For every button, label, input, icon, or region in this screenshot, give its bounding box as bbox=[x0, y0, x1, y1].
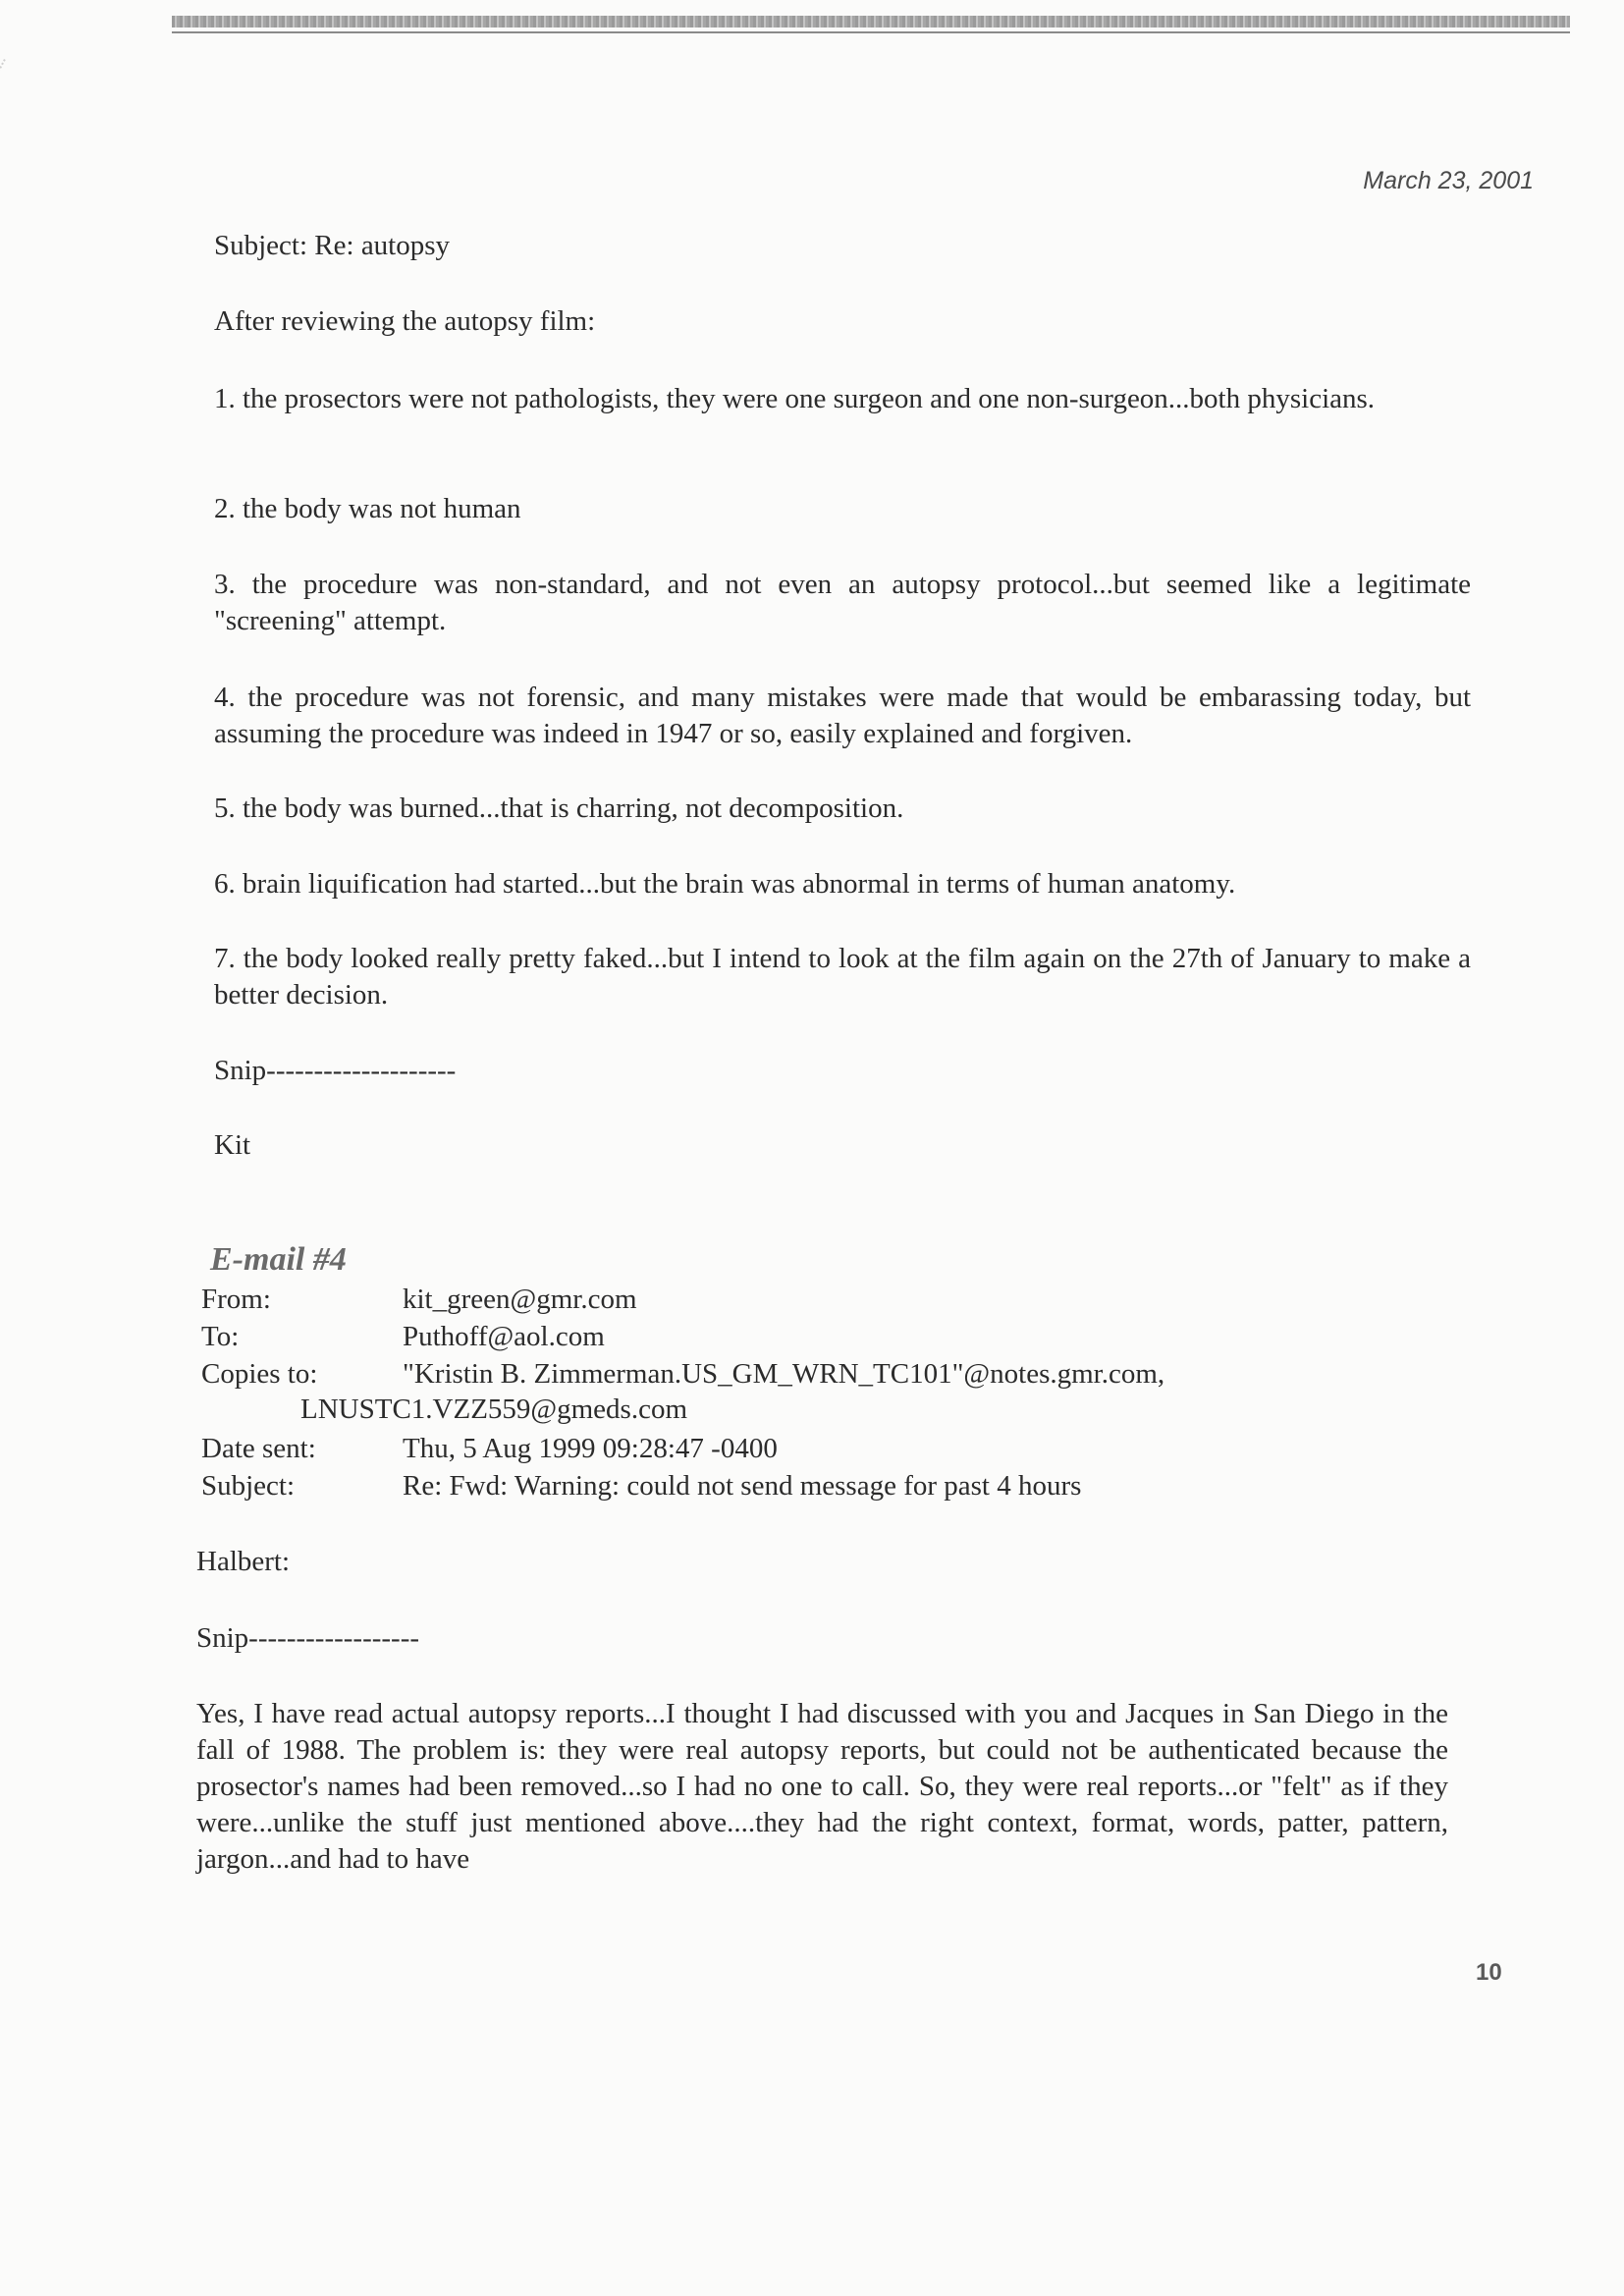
body-paragraph: Yes, I have read actual autopsy reports...I thought I had discussed with you and Jacques in San Diego in the fall of 1988. The problem is: they were real autopsy reports, but could not be authenticated because the prosector's names had been removed...so I had no one to call. So, they were real reports...or "felt" as if they were...unlike the stuff just mentioned above....they had the right context, format, words, patter, pattern, jargon...and had to have bbox=[196, 1698, 1448, 1875]
from-label: From: bbox=[201, 1284, 271, 1315]
point-6: 6. brain liquification had started...but the brain was abnormal in terms of human anatomy. bbox=[214, 868, 1236, 900]
subject-label: Subject: bbox=[201, 1470, 296, 1502]
greeting: Halbert: bbox=[196, 1546, 291, 1577]
header-to bbox=[201, 1319, 605, 1355]
subject-line: Subject: Re: autopsy bbox=[214, 230, 451, 261]
page-number: 10 bbox=[1476, 1959, 1502, 1986]
copies-continuation: LNUSTC1.VZZ559@gmeds.com bbox=[300, 1394, 688, 1425]
header-copies bbox=[201, 1356, 1164, 1393]
point-7: 7. the body looked really pretty faked...but I intend to look at the film again on the 27th of January to make a better decision. bbox=[214, 943, 1471, 1011]
header-subject bbox=[201, 1468, 1081, 1504]
point-2: 2. the body was not human bbox=[214, 493, 521, 524]
snip-line: Snip-------------------- bbox=[214, 1055, 457, 1086]
subject-value: Re: Fwd: Warning: could not send message for past 4 hours bbox=[403, 1470, 1082, 1502]
copies-value: "Kristin B. Zimmerman.US_GM_WRN_TC101"@notes.gmr.com, bbox=[403, 1358, 1165, 1390]
top-rule-thin bbox=[172, 31, 1570, 33]
from-value: kit_green@gmr.com bbox=[403, 1284, 637, 1315]
snip-line-2: Snip------------------ bbox=[196, 1622, 420, 1654]
point-1: 1. the prosectors were not pathologists, they were one surgeon and one non-surgeon...both physicians. bbox=[214, 383, 1376, 414]
to-label: To: bbox=[201, 1321, 240, 1352]
intro-line: After reviewing the autopsy film: bbox=[214, 305, 596, 337]
point-4: 4. the procedure was not forensic, and many mistakes were made that would be embarassing today, but assuming the procedure was indeed in 1947 or so, easily explained and forgiven. bbox=[214, 682, 1471, 749]
date-value: Thu, 5 Aug 1999 09:28:47 -0400 bbox=[403, 1433, 778, 1464]
email-heading: E-mail #4 bbox=[210, 1241, 347, 1278]
copies-label: Copies to: bbox=[201, 1358, 318, 1390]
margin-marks bbox=[0, 59, 127, 324]
to-value: Puthoff@aol.com bbox=[403, 1321, 605, 1352]
point-3: 3. the procedure was non-standard, and not even an autopsy protocol...but seemed like a legitimate "screening" attempt. bbox=[214, 569, 1471, 636]
signature: Kit bbox=[214, 1129, 251, 1161]
date-label: Date sent: bbox=[201, 1433, 316, 1464]
point-5: 5. the body was burned...that is charring, not decomposition. bbox=[214, 793, 904, 824]
header-from bbox=[201, 1282, 637, 1318]
top-rule bbox=[172, 16, 1570, 27]
document-date: March 23, 2001 bbox=[1363, 167, 1534, 194]
header-date bbox=[201, 1431, 778, 1467]
